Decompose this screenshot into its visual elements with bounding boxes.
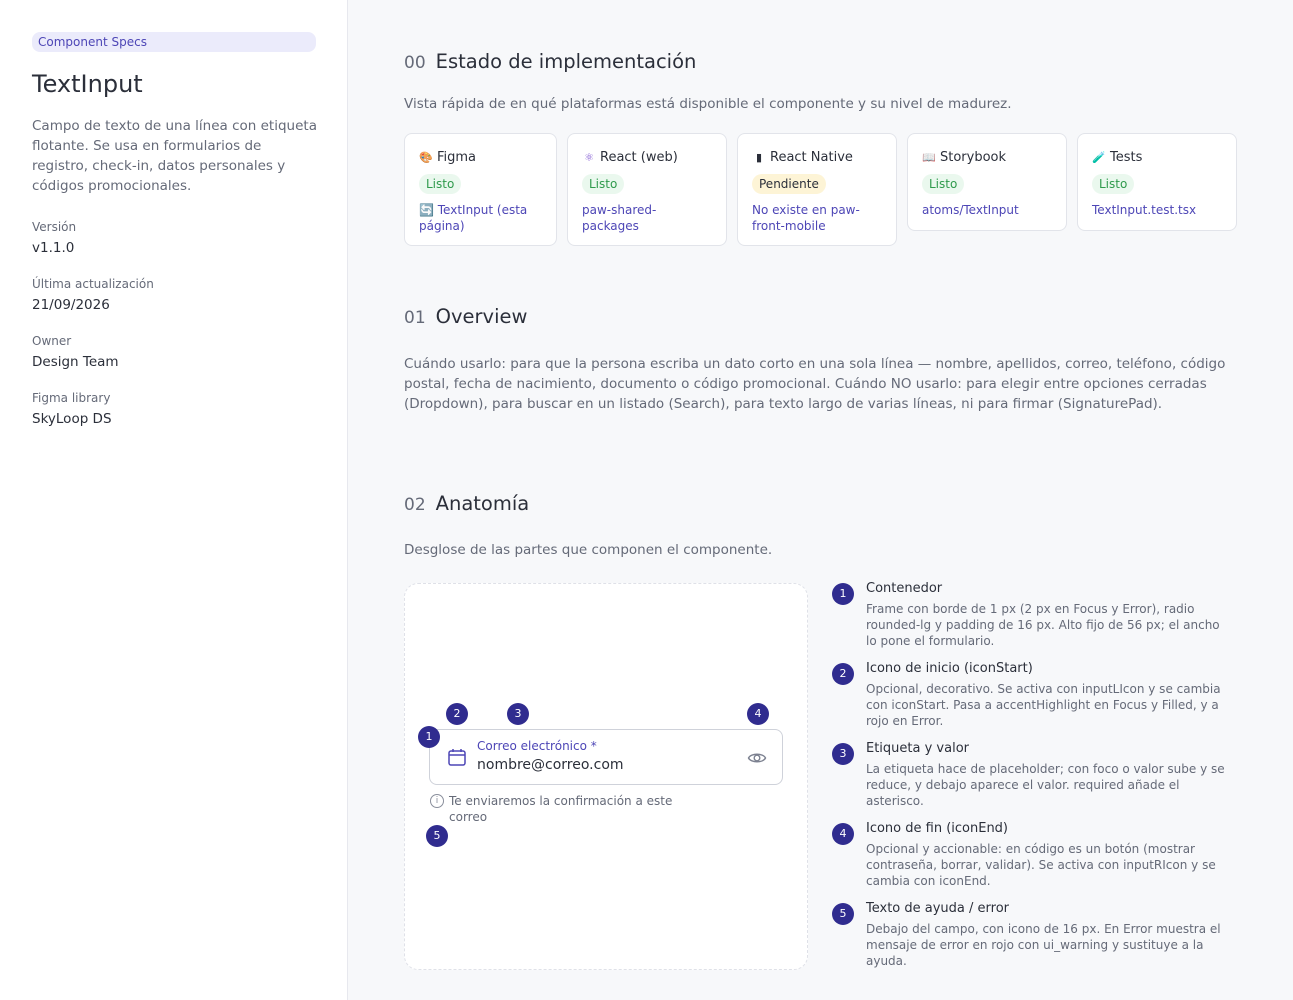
atom-icon: ⚛ xyxy=(584,150,594,164)
section-number: 01 xyxy=(404,308,426,328)
status-card-react-web xyxy=(567,133,727,246)
test-tube-icon: 🧪 xyxy=(1092,150,1106,164)
status-badge: Pendiente xyxy=(752,174,826,194)
component-title: TextInput xyxy=(32,70,143,98)
card-name: React (web) xyxy=(600,149,678,165)
card-name: Storybook xyxy=(940,149,1007,165)
section-status-heading xyxy=(404,50,696,73)
meta-label-version: Versión xyxy=(32,220,77,234)
card-link[interactable]: atoms/TextInput xyxy=(922,203,1019,217)
status-card-tests xyxy=(1077,133,1237,231)
overview-text: Cuándo usarlo: para que la persona escriba un dato corto en una sola línea — nombre, apellidos, correo, teléfono, código postal, fecha de nacimiento, documento o código promocional. Cuándo NO usarlo: para elegir entre opciones cerradas (Dropdown), para buscar en un listado (Search), para texto largo de varias líneas, ni para firmar (SignaturePad). xyxy=(404,356,1226,412)
meta-value-version: v1.1.0 xyxy=(32,240,75,256)
marker-1: 1 xyxy=(418,726,440,748)
legend-marker: 4 xyxy=(832,823,854,845)
palette-icon: 🎨 xyxy=(419,150,433,164)
section-overview-heading xyxy=(404,305,527,328)
card-link[interactable]: paw-shared-packages xyxy=(582,203,657,233)
legend-description: Debajo del campo, con icono de 16 px. En Error muestra el mensaje de error en rojo con ui_warning y sustituye a la ayuda. xyxy=(866,922,1221,968)
legend-marker: 1 xyxy=(832,583,854,605)
status-card-storybook xyxy=(907,133,1067,231)
section-number: 02 xyxy=(404,495,426,515)
legend-description: Opcional, decorativo. Se activa con inputLIcon y se cambia con iconStart. Pasa a accentHighlight en Focus y Filled, y a rojo en Error. xyxy=(866,682,1221,728)
card-link[interactable]: No existe en paw-front-mobile xyxy=(752,203,860,233)
meta-label-figma-library: Figma library xyxy=(32,391,111,405)
meta-label-owner: Owner xyxy=(32,334,72,348)
card-link[interactable]: 🔄 TextInput (esta página) xyxy=(419,203,528,233)
meta-value-owner: Design Team xyxy=(32,354,119,370)
section-title: Anatomía xyxy=(435,492,530,515)
status-badge: Listo xyxy=(1092,174,1134,194)
eye-icon[interactable] xyxy=(747,748,767,768)
section-number: 00 xyxy=(404,53,426,73)
legend-marker: 5 xyxy=(832,903,854,925)
meta-value-figma-library: SkyLoop DS xyxy=(32,411,112,427)
meta-value-updated: 21/09/2026 xyxy=(32,297,110,313)
legend-title: Etiqueta y valor xyxy=(866,741,970,756)
card-name: Figma xyxy=(437,149,477,165)
marker-3: 3 xyxy=(507,703,529,725)
marker-2: 2 xyxy=(446,703,468,725)
marker-5: 5 xyxy=(426,825,448,847)
meta-label-updated: Última actualización xyxy=(32,277,154,291)
field-label: Correo electrónico * xyxy=(477,739,597,753)
sidebar xyxy=(0,0,348,1000)
section-title: Overview xyxy=(435,305,528,328)
phone-icon: ▮ xyxy=(755,150,763,164)
card-link[interactable]: TextInput.test.tsx xyxy=(1092,203,1197,217)
status-badge: Listo xyxy=(922,174,964,194)
section-title: Estado de implementación xyxy=(435,50,697,73)
info-icon: i xyxy=(430,794,444,808)
text-input-example[interactable] xyxy=(429,729,783,785)
legend-title: Icono de inicio (iconStart) xyxy=(866,661,1033,676)
legend-description: La etiqueta hace de placeholder; con foco o valor sube y se reduce, y debajo aparece el valor. required añade el asterisco. xyxy=(866,762,1225,808)
card-name: React Native xyxy=(770,149,853,165)
helper-text: i Te enviaremos la confirmación a este correo xyxy=(430,793,700,825)
legend-title: Texto de ayuda / error xyxy=(866,901,1009,916)
status-badge: Listo xyxy=(419,174,461,194)
component-specs-chip: Component Specs xyxy=(32,32,316,52)
card-name: Tests xyxy=(1110,149,1143,165)
section-anatomy-heading xyxy=(404,492,529,515)
book-icon: 📖 xyxy=(922,150,936,164)
status-badge: Listo xyxy=(582,174,624,194)
legend-title: Icono de fin (iconEnd) xyxy=(866,821,1009,836)
section-status-description: Vista rápida de en qué plataformas está disponible el componente y su nivel de madurez. xyxy=(404,96,1012,112)
legend-title: Contenedor xyxy=(866,581,943,596)
marker-4: 4 xyxy=(747,703,769,725)
status-card-react-native xyxy=(737,133,897,246)
section-anatomy-description: Desglose de las partes que componen el componente. xyxy=(404,542,773,558)
field-value[interactable]: nombre@correo.com xyxy=(477,757,624,773)
status-card-figma xyxy=(404,133,557,246)
legend-marker: 2 xyxy=(832,663,854,685)
calendar-icon xyxy=(447,747,467,767)
legend-description: Opcional y accionable: en código es un botón (mostrar contraseña, borrar, validar). Se activa con inputRIcon y se cambia con iconEnd. xyxy=(866,842,1216,888)
legend-marker: 3 xyxy=(832,743,854,765)
legend-description: Frame con borde de 1 px (2 px en Focus y Error), radio rounded-lg y padding de 16 px. Alto fijo de 56 px; el ancho lo pone el formulario. xyxy=(866,602,1220,648)
component-description: Campo de texto de una línea con etiqueta flotante. Se usa en formularios de registro, check-in, datos personales y códigos promocionales. xyxy=(32,118,317,194)
